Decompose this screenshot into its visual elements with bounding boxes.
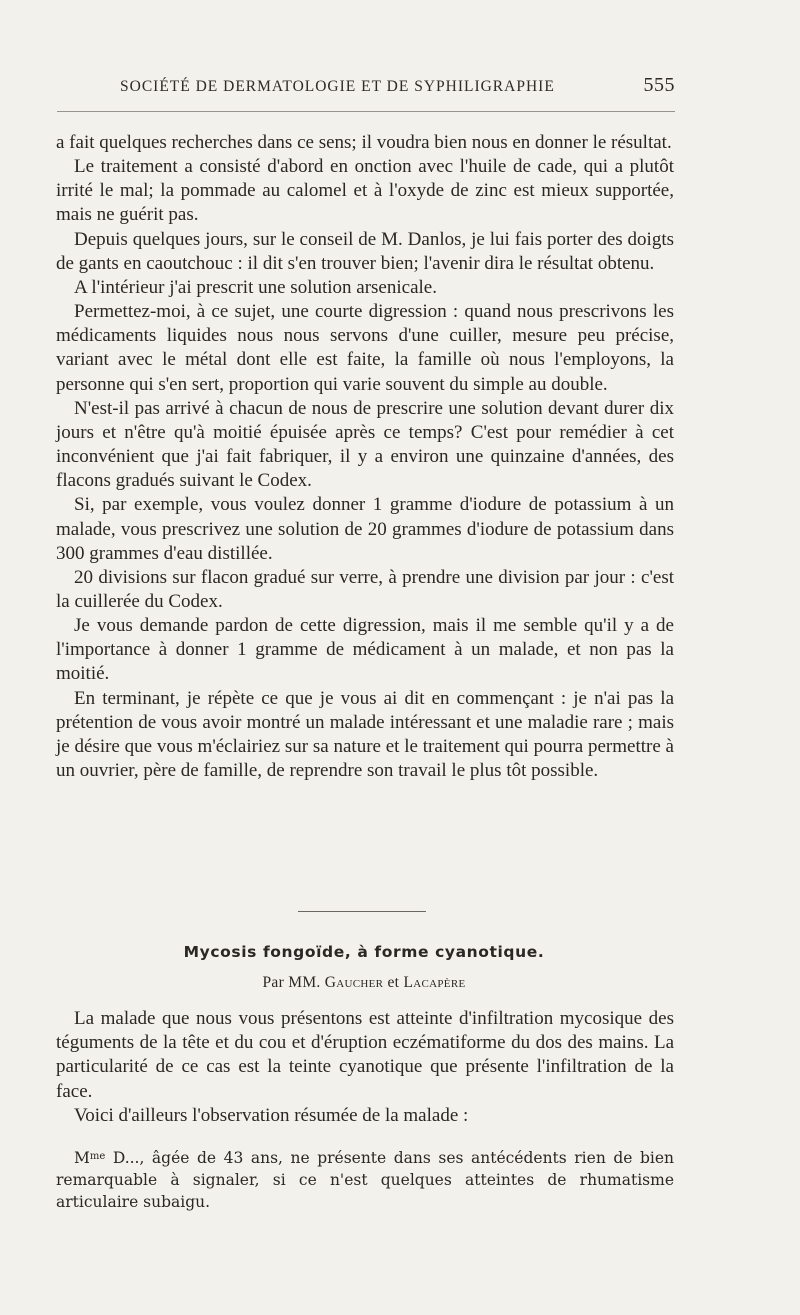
paragraph: Je vous demande pardon de cette digression, mais il me semble qu'il y a de l'importance à donner 1 gramme de médicament à un malade, et non pas la moitié. <box>56 615 674 685</box>
byline <box>0 974 728 992</box>
paragraph: A l'intérieur j'ai prescrit une solution arsenicale. <box>74 276 437 298</box>
author-name: Gaucher <box>324 974 384 991</box>
observation-text <box>56 1147 674 1213</box>
paragraph: En terminant, je répète ce que je vous ai dit en commençant : je n'ai pas la prétention de vous avoir montré un malade intéressant et une maladie rare ; mais je désire que vous m'éclairiez sur sa nature et le traitement qui pourra permettre à un ouvrier, père de famille, de reprendre son travail le plus tôt possible. <box>56 687 674 782</box>
paragraph: N'est-il pas arrivé à chacun de nous de prescrire une solution devant durer dix jours et n'être qu'à moitié épuisée après ce temps? C'est pour remédier à cet inconvénient que j'ai fait fabriquer, il y a environ une quinzaine d'années, des flacons gradués suivant le Codex. <box>56 397 674 492</box>
paragraph: Permettez-moi, à ce sujet, une courte digression : quand nous prescrivons les médicaments liquides nous nous servons d'une cuiller, mesure peu précise, variant avec le métal dont elle est faite, la famille où nous l'employons, la personne qui s'en sert, proportion qui varie souvent du simple au double. <box>56 301 674 395</box>
body-text <box>56 131 674 783</box>
paragraph: Le traitement a consisté d'abord en onction avec l'huile de cade, qui a plutôt irrité le mal; la pommade au calomel et à l'oxyde de zinc est mieux supportée, mais ne guérit pas. <box>56 156 674 226</box>
section-divider <box>298 911 426 912</box>
paragraph: La malade que nous vous présentons est atteinte d'infiltration mycosique des téguments de la tête et du cou et d'éruption eczématiforme du dos des mains. La particularité de ce cas est la teinte cyanotique que présente l'infiltration de la face. <box>56 1008 674 1102</box>
paragraph: Si, par exemple, vous voulez donner 1 gramme d'iodure de potassium à un malade, vous prescrivez une solution de 20 grammes d'iodure de potassium dans 300 grammes d'eau distillée. <box>56 494 674 564</box>
journal-title: SOCIÉTÉ DE DERMATOLOGIE ET DE SYPHILIGRAPHIE <box>120 78 555 95</box>
observation-body: D..., âgée de 43 ans, ne présente dans ses antécédents rien de bien remarquable à signaler, si ce n'est quelques atteintes de rhumatisme articulaire subaigu. <box>56 1149 674 1211</box>
author-name: Lacapère <box>403 974 466 991</box>
section-title: Mycosis fongoïde, à forme cyanotique. <box>183 943 545 961</box>
byline-joiner: et <box>387 974 400 991</box>
observation-paragraph <box>56 1147 674 1213</box>
paragraph: 20 divisions sur flacon gradué sur verre, à prendre une division par jour : c'est la cuillerée du Codex. <box>56 566 674 612</box>
paragraph: Depuis quelques jours, sur le conseil de M. Danlos, je lui fais porter des doigts de gants en caoutchouc : il dit s'en trouver bien; l'avenir dira le résultat obtenu. <box>56 228 674 274</box>
section-body <box>56 1007 674 1128</box>
page-number: 555 <box>643 74 675 96</box>
header-rule <box>57 111 675 112</box>
paragraph: Voici d'ailleurs l'observation résumée de la malade : <box>74 1104 469 1126</box>
paragraph: a fait quelques recherches dans ce sens; il voudra bien nous en donner le résultat. <box>56 132 672 153</box>
byline-prefix: Par MM. <box>262 974 321 991</box>
observation-superscript: me <box>89 1151 106 1162</box>
observation-prefix: M <box>74 1149 90 1167</box>
